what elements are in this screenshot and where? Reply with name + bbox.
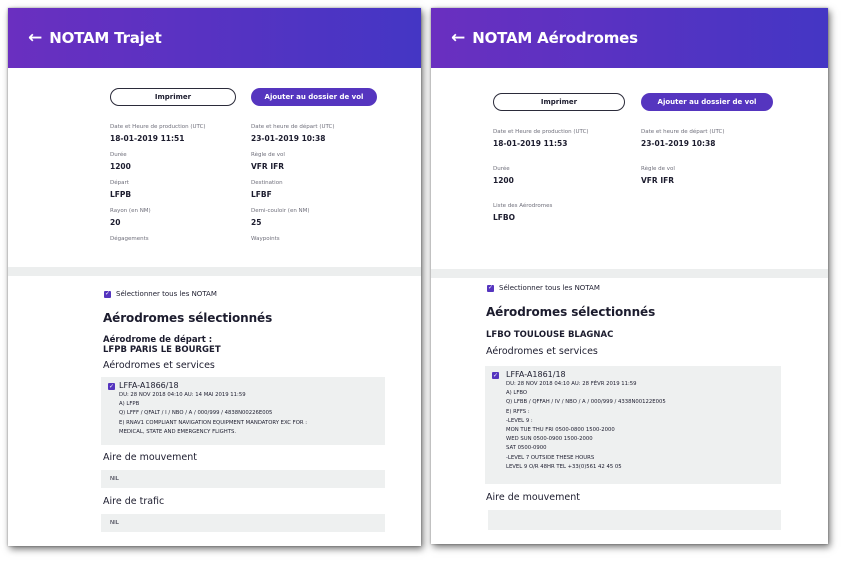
departure-field	[110, 180, 131, 199]
header-bar	[431, 8, 828, 68]
field-value: LFPB	[110, 190, 132, 199]
field-value: LFBO	[493, 213, 515, 222]
departure-date-field	[641, 129, 725, 148]
notam-line: Q) LFBB / QFFAH / IV / NBO / A / 000/999 / 4338N00122E005	[506, 399, 666, 406]
notam-text	[506, 380, 666, 472]
print-button[interactable]: Imprimer	[110, 88, 236, 106]
notam-line: SAT 0500-0900	[506, 445, 547, 452]
production-date-field	[110, 124, 206, 143]
select-all-label: Sélectionner tous les NOTAM	[499, 284, 600, 292]
field-value: 18-01-2019 11:51	[110, 134, 185, 143]
movement-area-title: Aire de mouvement	[103, 452, 197, 463]
duration-field	[493, 166, 514, 185]
movement-area-value: NIL	[110, 476, 119, 482]
notam-line: -LEVEL 9 :	[506, 417, 533, 424]
radius-field	[110, 208, 151, 227]
notam-card	[485, 366, 781, 484]
notam-text	[119, 391, 307, 437]
notam-id: LFFA-A1861/18	[506, 370, 566, 379]
notam-checkbox[interactable]: ✓	[492, 371, 499, 379]
notam-line: MON TUE THU FRI 0500-0800 1500-2000	[506, 427, 615, 434]
notam-line: -LEVEL 7 OUTSIDE THESE HOURS	[506, 454, 595, 461]
field-label: Départ	[110, 180, 129, 186]
aerodrome-list-field	[493, 203, 552, 222]
field-value: LFBF	[251, 190, 272, 199]
movement-area-title: Aire de mouvement	[486, 492, 580, 503]
notam-line: LEVEL 9 O/R 48HR TEL +33(0)561 42 45 05	[506, 463, 622, 470]
select-all-label: Sélectionner tous les NOTAM	[116, 290, 217, 298]
field-value: 23-01-2019 10:38	[641, 139, 716, 148]
field-label: Durée	[493, 166, 510, 172]
field-label: Waypoints	[251, 236, 280, 242]
traffic-area-box	[101, 514, 385, 532]
flight-rule-field	[641, 166, 675, 185]
flight-rule-field	[251, 152, 285, 171]
print-button[interactable]: Imprimer	[493, 93, 625, 111]
select-all-checkbox[interactable]: ✓	[104, 290, 111, 297]
traffic-area-title: Aire de trafic	[103, 496, 165, 507]
notam-line: MEDICAL, STATE AND EMERGENCY FLIGHTS.	[119, 428, 237, 435]
notam-id: LFFA-A1866/18	[119, 381, 179, 390]
movement-area-box	[488, 510, 781, 530]
aerodrome-name: LFBO TOULOUSE BLAGNAC	[486, 330, 614, 340]
field-value: 25	[251, 218, 262, 227]
section-divider	[8, 267, 421, 276]
header-bar	[8, 8, 421, 68]
departure-aerodrome-value: LFPB PARIS LE BOURGET	[103, 345, 221, 355]
movement-area-box	[101, 470, 385, 488]
field-label: Règle de vol	[251, 152, 285, 158]
field-value: 23-01-2019 10:38	[251, 134, 326, 143]
notam-aerodromes-screen	[431, 8, 828, 544]
field-label: Demi-couloir (en NM)	[251, 208, 310, 214]
field-value: VFR IFR	[251, 162, 285, 171]
field-label: Date et Heure de production (UTC)	[493, 129, 589, 135]
notam-line: E) RNAV1 COMPLIANT NAVIGATION EQUIPMENT MANDATORY EXC FOR :	[119, 419, 308, 426]
field-label: Rayon (en NM)	[110, 208, 151, 214]
select-all-row[interactable]	[487, 284, 600, 292]
add-to-flight-folder-button[interactable]: Ajouter au dossier de vol	[251, 88, 377, 106]
field-label: Date et Heure de production (UTC)	[110, 124, 206, 130]
page-title: NOTAM Aérodromes	[472, 29, 638, 47]
field-label: Date et heure de départ (UTC)	[641, 129, 725, 135]
field-label: Date et heure de départ (UTC)	[251, 124, 335, 130]
select-all-row[interactable]	[104, 290, 217, 298]
notam-trajet-screen	[8, 8, 421, 546]
field-value: 1200	[110, 162, 131, 171]
notam-line: E) RFFS :	[506, 408, 530, 415]
notam-card	[101, 377, 385, 445]
destination-field	[251, 180, 283, 199]
departure-aerodrome-label: Aérodrome de départ :	[103, 335, 213, 345]
back-arrow-icon[interactable]: ←	[28, 27, 43, 48]
notam-checkbox[interactable]: ✓	[108, 382, 115, 390]
traffic-area-value: NIL	[110, 520, 119, 526]
section-title: Aérodromes sélectionnés	[103, 311, 273, 325]
field-value: 20	[110, 218, 121, 227]
services-title: Aérodromes et services	[486, 346, 598, 357]
section-title: Aérodromes sélectionnés	[486, 305, 656, 319]
field-label: Règle de vol	[641, 166, 675, 172]
notam-line: DU: 28 NOV 2018 04:10 AU: 28 FÉVR 2019 11:59	[506, 381, 637, 387]
duration-field	[110, 152, 131, 171]
field-label: Destination	[251, 180, 283, 186]
back-arrow-icon[interactable]: ←	[451, 27, 466, 48]
notam-line: WED SUN 0500-0900 1500-2000	[506, 436, 593, 443]
field-label: Durée	[110, 152, 127, 158]
notam-line: DU: 28 NOV 2018 04:10 AU: 14 MAI 2019 11:59	[119, 392, 246, 398]
half-corridor-field	[251, 208, 310, 227]
production-date-field	[493, 129, 589, 148]
section-divider	[431, 269, 828, 278]
notam-line: A) LFPB	[119, 401, 140, 408]
add-to-flight-folder-button[interactable]: Ajouter au dossier de vol	[641, 93, 773, 111]
waypoints-field	[251, 236, 280, 242]
field-value: 18-01-2019 11:53	[493, 139, 568, 148]
field-value: 1200	[493, 176, 514, 185]
alternates-field	[110, 236, 149, 242]
field-value: VFR IFR	[641, 176, 675, 185]
select-all-checkbox[interactable]: ✓	[487, 284, 494, 291]
field-label: Dégagements	[110, 236, 149, 242]
field-label: Liste des Aérodromes	[493, 203, 553, 209]
notam-line: A) LFBO	[506, 390, 528, 397]
services-title: Aérodromes et services	[103, 360, 215, 371]
departure-date-field	[251, 124, 335, 143]
notam-line: Q) LFFF / QFALT / I / NBO / A / 000/999 / 4838N00226E005	[119, 410, 273, 417]
page-title: NOTAM Trajet	[49, 29, 162, 47]
